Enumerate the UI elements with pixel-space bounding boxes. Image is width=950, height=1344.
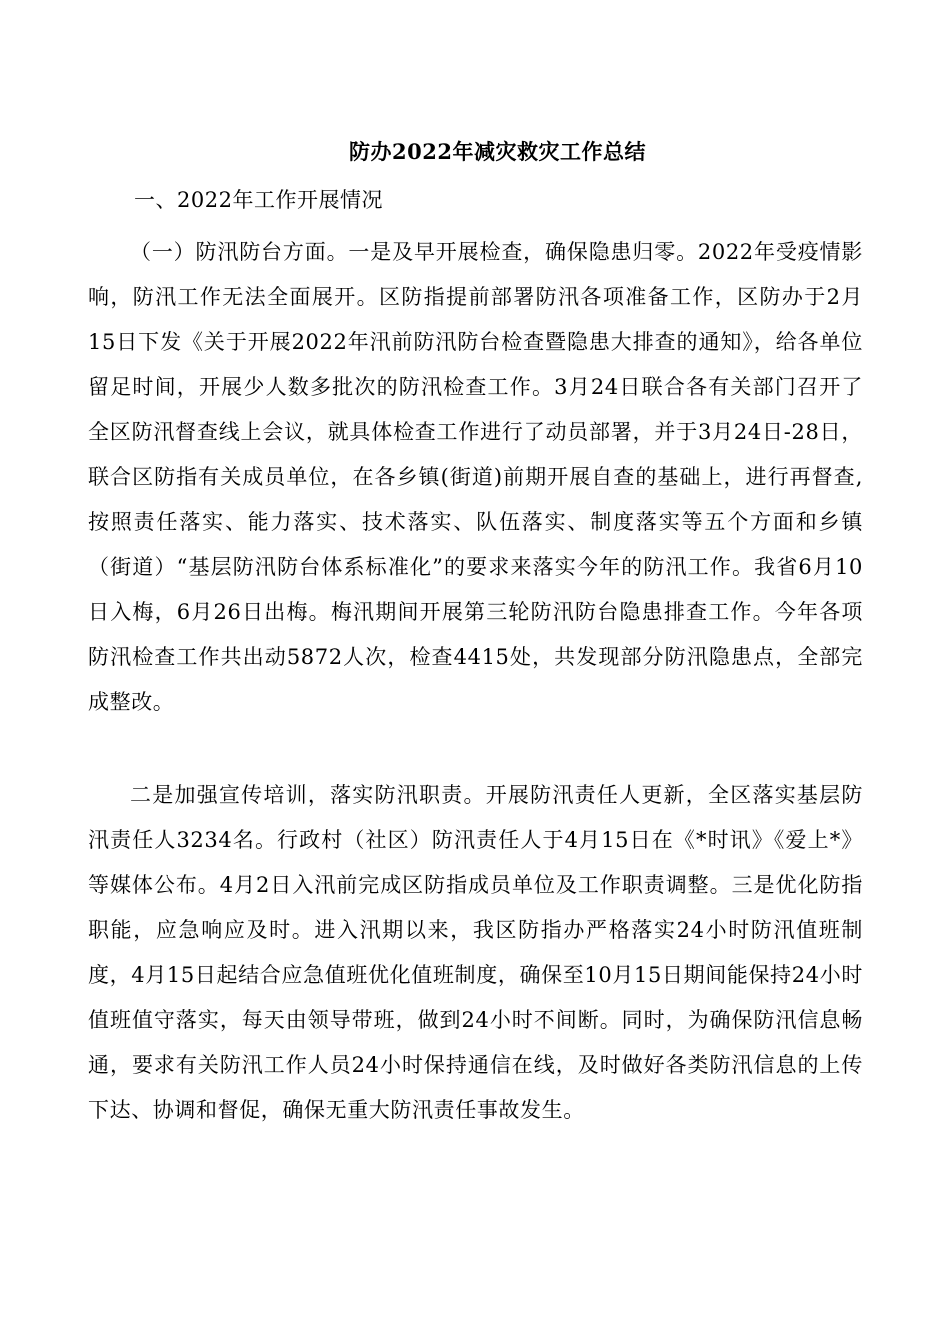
paragraph-training-duty: 二是加强宣传培训，落实防汛职责。开展防汛责任人更新，全区落实基层防汛责任人3234名。行政村（社区）防汛责任人于4月15日在《*时讯》《爱上*》等媒体公布。4月2日入汛前完成区防指成员单位及工作职责调整。三是优化防指职能，应急响应及时。进入汛期以来，我区防指办严格落实24小时防汛值班制度，4月15日起结合应急值班优化值班制度，确保至10月15日期间能保持24小时值班值守落实，每天由领导带班，做到24小时不间断。同时，为确保防汛信息畅通，要求有关防汛工作人员24小时保持通信在线，及时做好各类防汛信息的上传下达、协调和督促，确保无重大防汛责任事故发生。 (88, 783, 863, 1122)
paragraph-flood-prevention: （一）防汛防台方面。一是及早开展检查，确保隐患归零。2022年受疫情影响，防汛工作无法全面展开。区防指提前部署防汛各项准备工作，区防办于2月15日下发《关于开展2022年汛前防汛防台检查暨隐患大排查的通知》，给各单位留足时间，开展少人数多批次的防汛检查工作。3月24日联合各有关部门召开了全区防汛督查线上会议，就具体检查工作进行了动员部署，并于3月24日-28日，联合区防指有关成员单位，在各乡镇(街道)前期开展自查的基础上，进行再督查,按照责任落实、能力落实、技术落实、队伍落实、制度落实等五个方面和乡镇（街道）“基层防汛防台体系标准化”的要求来落实今年的防汛工作。我省6月10日入梅，6月26日出梅。梅汛期间开展第三轮防汛防台隐患排查工作。今年各项防汛检查工作共出动5872人次，检查4415处，共发现部分防汛隐患点，全部完成整改。 (88, 240, 863, 714)
document-title: 防办2022年减灾救灾工作总结 (349, 139, 646, 164)
section-heading: 一、2022年工作开展情况 (134, 188, 383, 212)
